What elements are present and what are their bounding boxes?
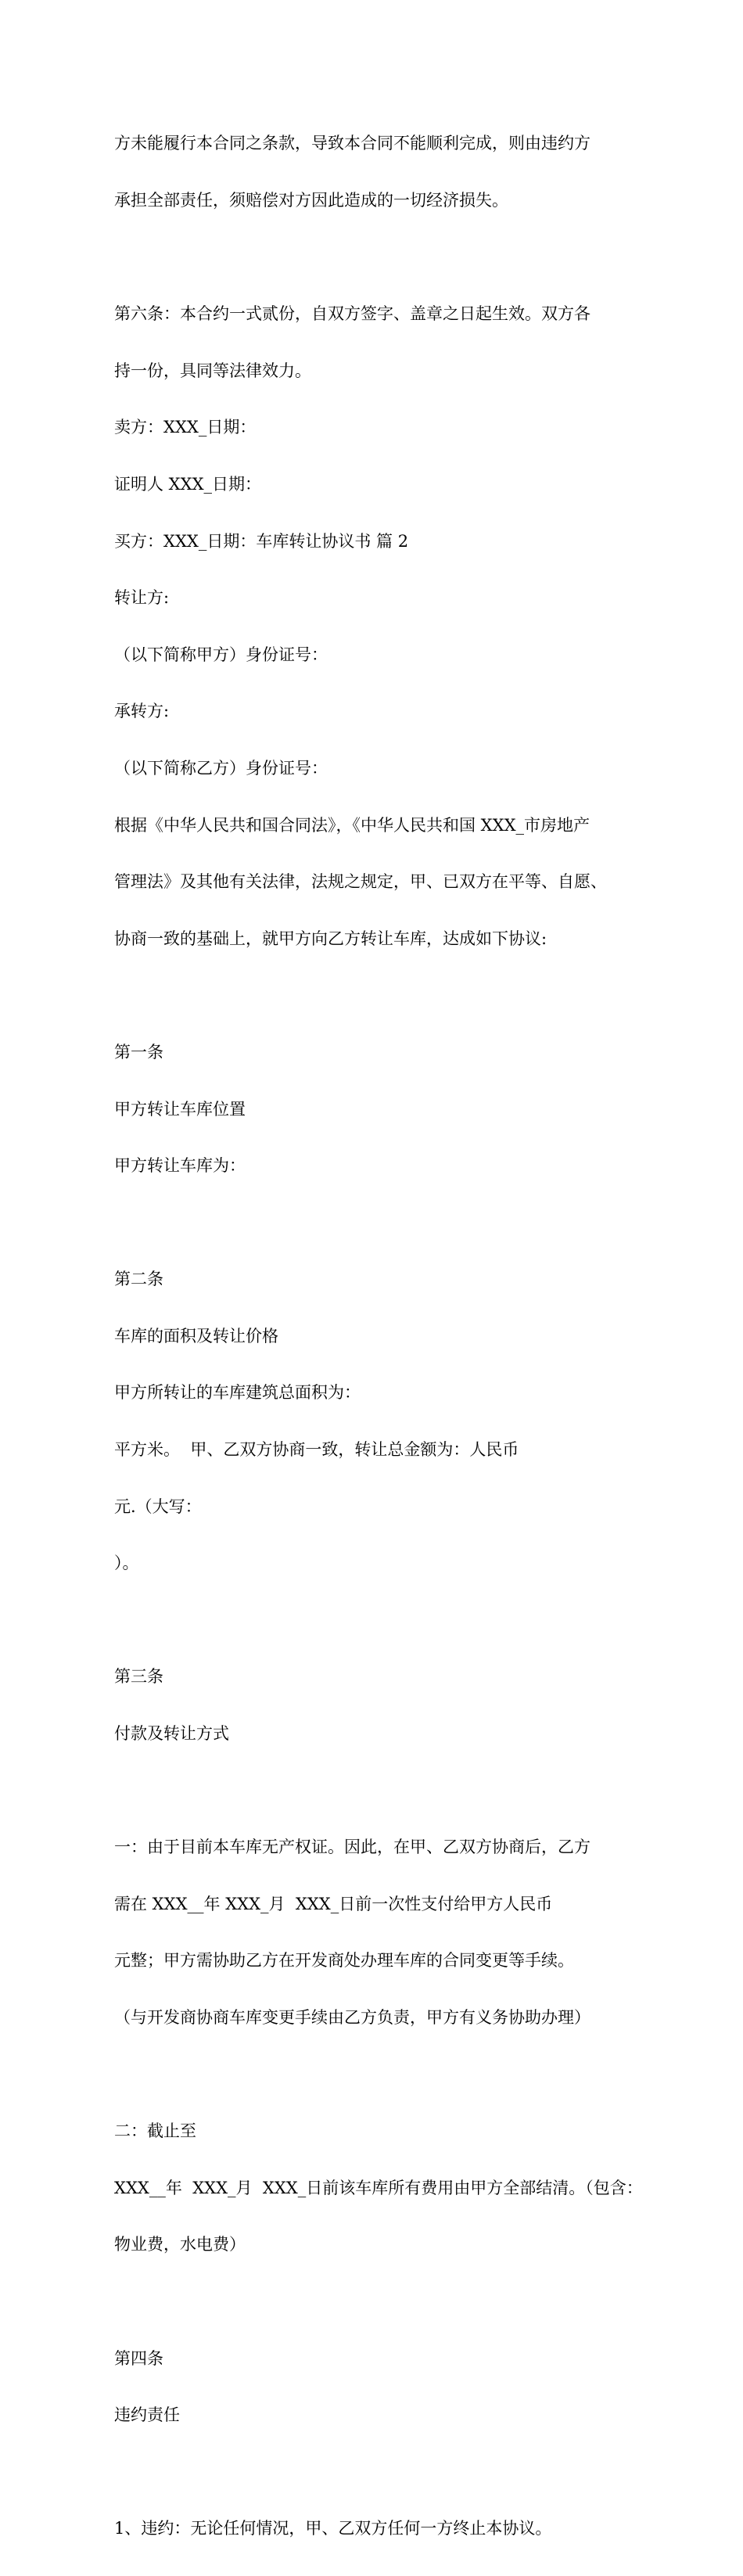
text-line: 卖方：XXX_日期： <box>114 418 257 437</box>
section-heading: 第一条 <box>114 1042 163 1062</box>
text-line: 管理法》及其他有关法律，法规之规定，甲、已双方在平等、自愿、 <box>114 872 607 892</box>
text-line: 买方：XXX_日期：车库转让协议书 篇 2 <box>114 531 409 551</box>
text-line: （以下简称甲方）身份证号： <box>114 645 328 664</box>
blank-line <box>114 1611 662 1629</box>
text-line: 违约责任 <box>114 2405 180 2425</box>
text-line: 1、违约：无论任何情况，甲、乙双方任何一方终止本协议。 <box>114 2519 552 2538</box>
text-line: 转让方: <box>114 588 170 608</box>
blank-line <box>114 248 662 267</box>
text-line: 甲方转让车库位置 <box>114 1099 246 1119</box>
text-line: 证明人 XXX_日期： <box>114 474 262 494</box>
text-line: XXX__年 XXX_月 XXX_日前该车库所有费用由甲方全部结清。（包含： <box>114 2178 643 2197</box>
text-line: 根据《中华人民共和国合同法》，《中华人民共和国 XXX_市房地产 <box>114 815 590 835</box>
text-line: （与开发商协商车库变更手续由乙方负责，甲方有义务协助办理） <box>114 2008 590 2027</box>
text-line: 车库的面积及转让价格 <box>114 1326 278 1345</box>
document-body <box>114 96 662 2576</box>
text-line: 物业费，水电费） <box>114 2235 246 2254</box>
text-line: 方未能履行本合同之条款，导致本合同不能顺利完成，则由违约方 <box>114 134 590 153</box>
text-line: 持一份，具同等法律效力。 <box>114 361 311 380</box>
blank-line <box>114 2463 662 2481</box>
text-line: 一：由于目前本车库无产权证。因此，在甲、乙双方协商后，乙方 <box>114 1838 590 1857</box>
text-line: 元.（大写： <box>114 1496 202 1516</box>
text-line: （以下简称乙方）身份证号： <box>114 758 328 778</box>
section-heading: 第二条 <box>114 1270 163 1289</box>
text-line: 甲方转让车库为： <box>114 1156 246 1176</box>
text-line: 元整；甲方需协助乙方在开发商处办理车库的合同变更等手续。 <box>114 1951 574 1971</box>
blank-line <box>114 986 662 1004</box>
section-heading: 第三条 <box>114 1667 163 1687</box>
text-line: 承转方: <box>114 702 170 721</box>
section-heading: 第四条 <box>114 2348 163 2368</box>
text-line: 协商一致的基础上，就甲方向乙方转让车库，达成如下协议: <box>114 929 547 948</box>
text-line: 需在 XXX__年 XXX_月 XXX_日前一次性支付给甲方人民币 <box>114 1894 553 1913</box>
blank-line <box>114 1213 662 1232</box>
text-line: 甲方所转让的车库建筑总面积为： <box>114 1383 361 1403</box>
text-line: 二：截止至 <box>114 2122 196 2141</box>
text-line: 付款及转让方式 <box>114 1724 229 1744</box>
text-line: 承担全部责任，须赔偿对方因此造成的一切经济损失。 <box>114 191 508 210</box>
text-line: ）。 <box>114 1554 139 1573</box>
text-line: 平方米。 甲、乙双方协商一致，转让总金额为：人民币 <box>114 1440 519 1460</box>
blank-line <box>114 2292 662 2311</box>
text-line: 第六条：本合约一式贰份，自双方签字、盖章之日起生效。双方各 <box>114 304 590 324</box>
blank-line <box>114 1781 662 1800</box>
blank-line <box>114 2065 662 2084</box>
